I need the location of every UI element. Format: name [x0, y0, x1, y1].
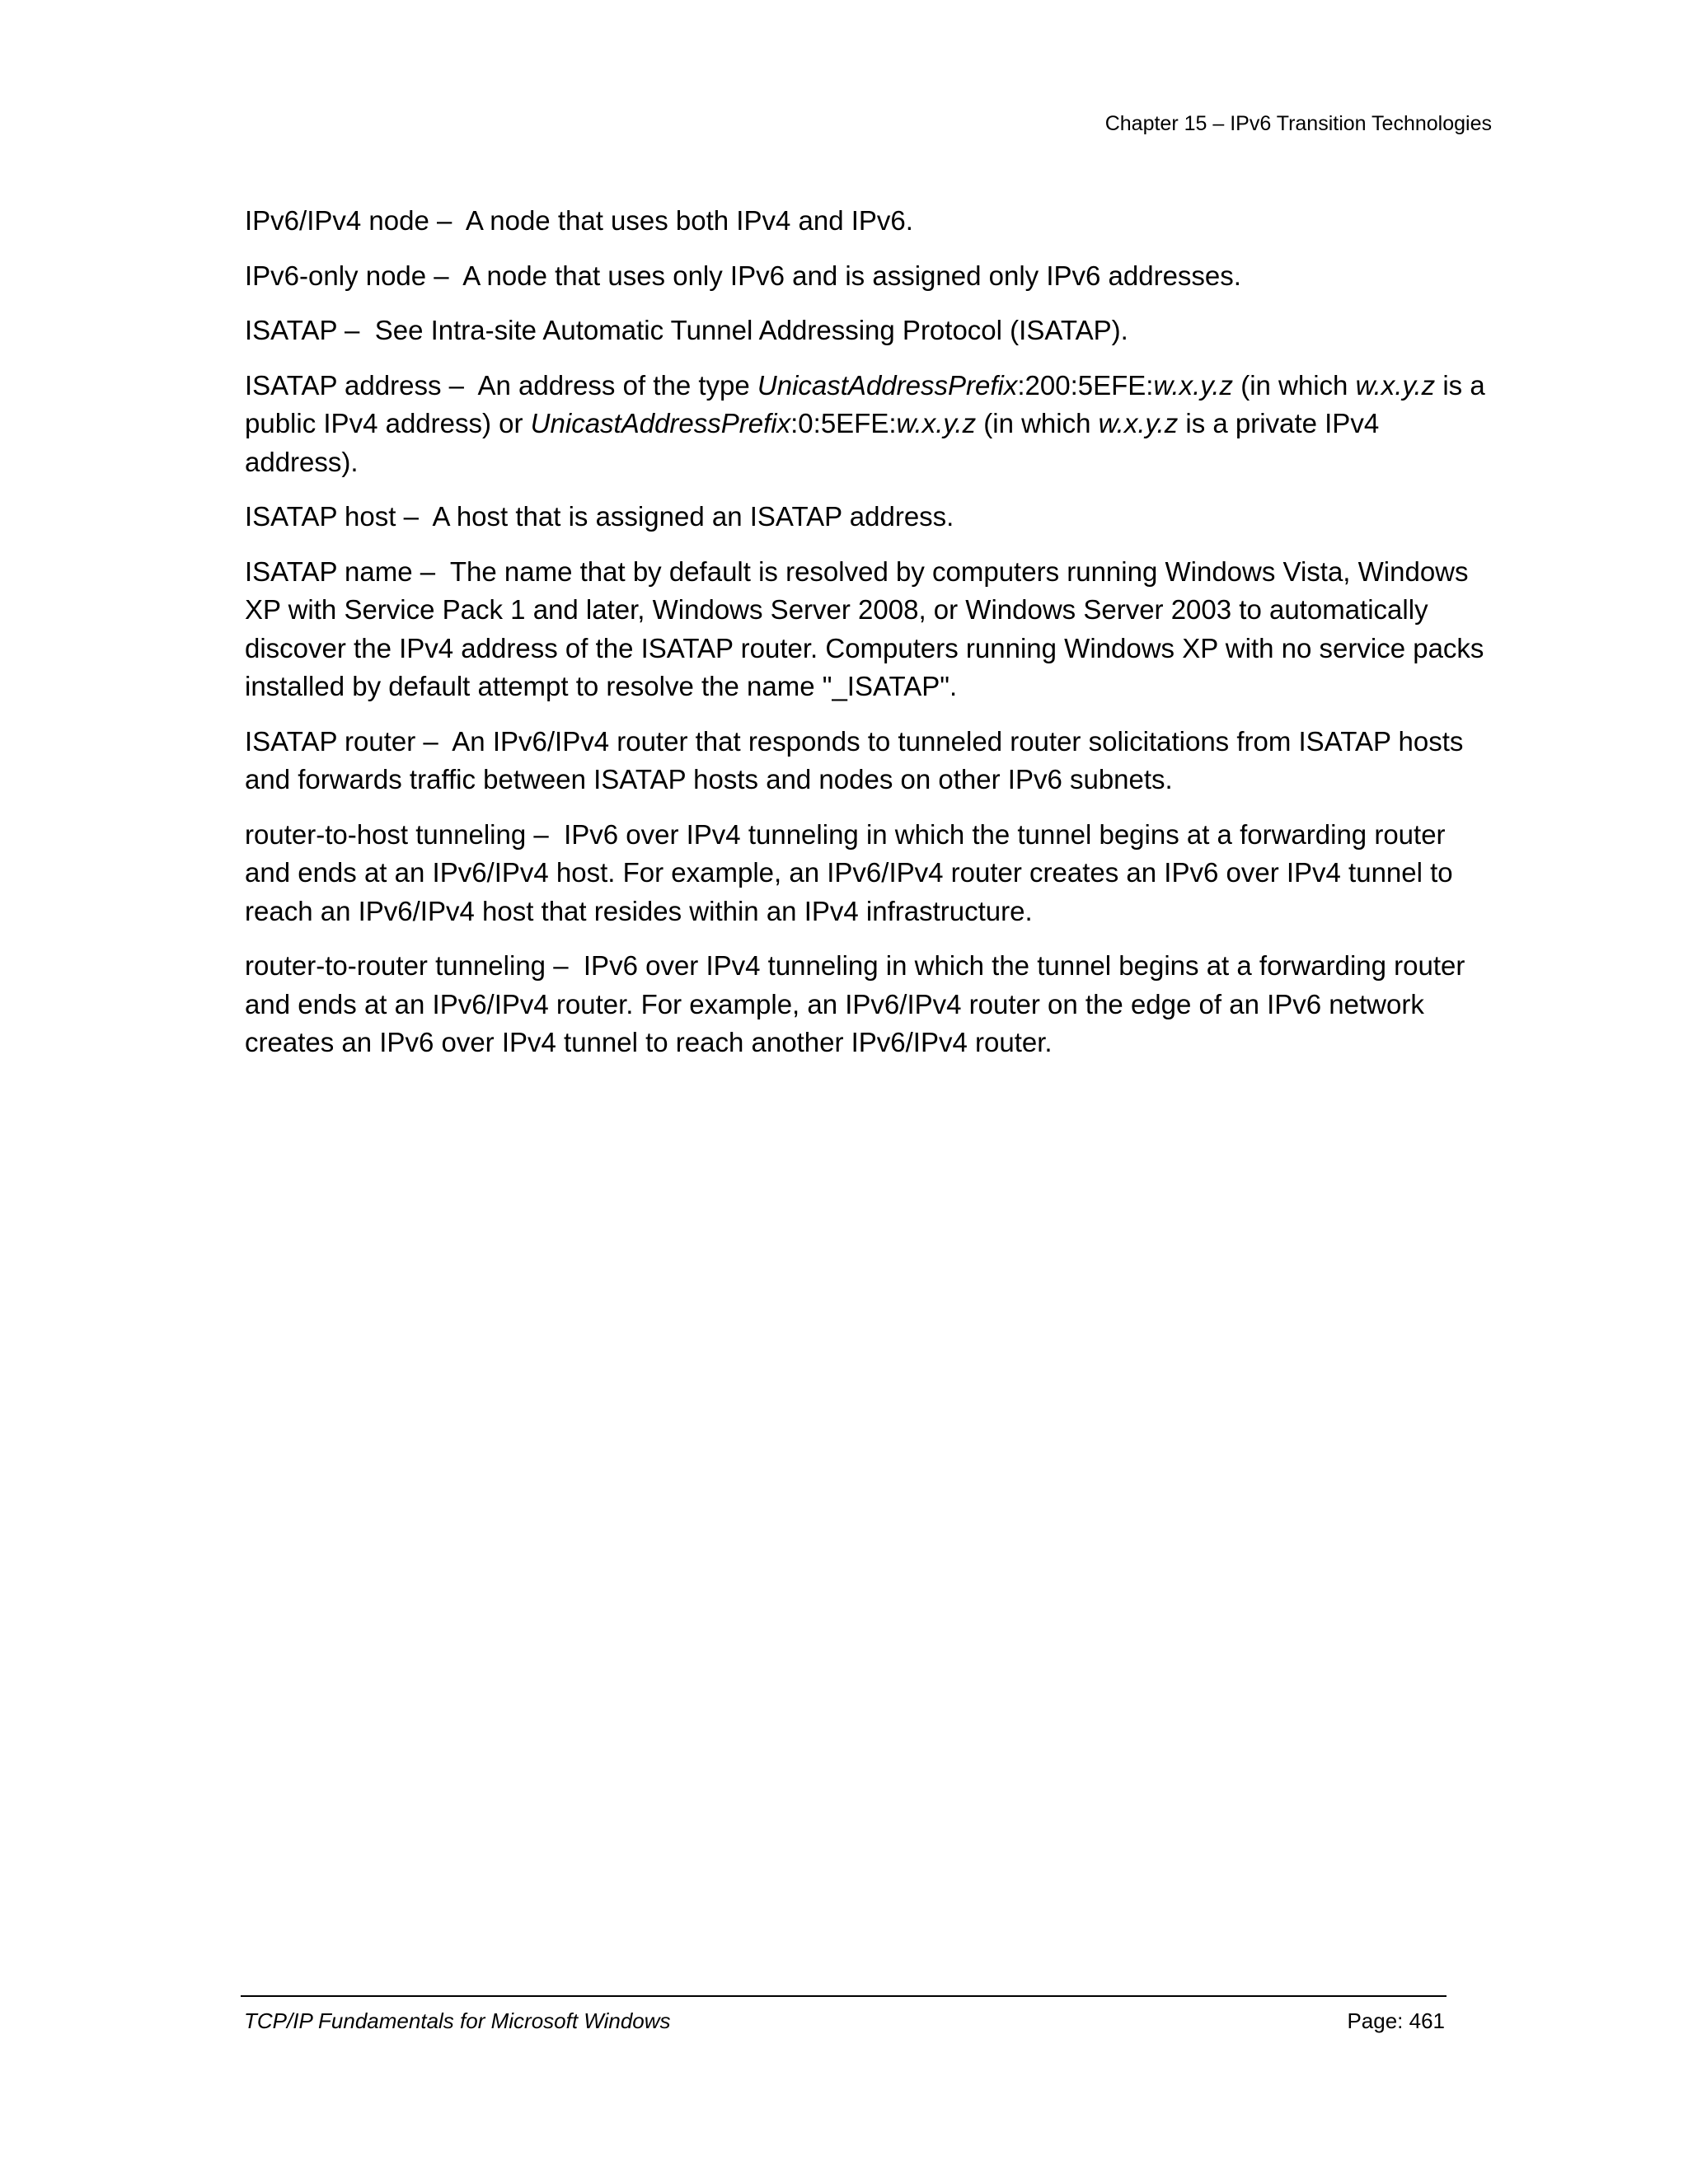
address-italic: w.x.y.z: [1153, 369, 1234, 401]
glossary-term: IPv6-only node: [245, 260, 427, 291]
footer-divider: [241, 1995, 1447, 1997]
definition-text: :200:5EFE:: [1017, 369, 1154, 401]
definition-text: (in which: [976, 408, 1099, 438]
glossary-definition: IPv6 over IPv4 tunneling in which the tunnel begins at a forwarding router and ends at an IPv6/IPv4 router. For example, an IPv6/IPv4 router on the edge of an IPv6 network creates an IPv6 over IPv4 tunnel to reach another IPv6/IPv4 router.: [245, 950, 1465, 1057]
glossary-definition: See Intra-site Automatic Tunnel Addressing Protocol (ISATAP).: [374, 315, 1128, 345]
glossary-entry-isatap-router: [245, 723, 1498, 799]
glossary-entry-ipv6-only-node: [245, 257, 1498, 296]
address-italic: w.x.y.z: [1355, 369, 1436, 401]
definition-text: :0:5EFE:: [790, 408, 897, 438]
term-separator: –: [429, 205, 466, 236]
glossary-definition: A host that is assigned an ISATAP address.: [432, 501, 954, 532]
term-separator: –: [526, 818, 565, 850]
glossary-definition: An IPv6/IPv4 router that responds to tunneled router solicitations from ISATAP hosts and forwards traffic between ISATAP hosts and nodes on other IPv6 subnets.: [245, 725, 1464, 794]
glossary-entry-isatap-address: [245, 367, 1498, 482]
term-separator: –: [415, 725, 452, 757]
glossary-entry-isatap-host: [245, 498, 1498, 537]
address-italic: w.x.y.z: [1098, 408, 1179, 438]
glossary-definition: A node that uses both IPv4 and IPv6.: [465, 205, 913, 236]
prefix-italic: UnicastAddressPrefix: [757, 369, 1018, 401]
term-separator: –: [396, 501, 433, 532]
prefix-italic: UnicastAddressPrefix: [530, 408, 791, 438]
term-separator: –: [336, 315, 375, 345]
term-separator: –: [441, 369, 478, 401]
glossary-entry-router-to-router-tunneling: [245, 947, 1498, 1062]
glossary-entry-router-to-host-tunneling: [245, 816, 1498, 931]
glossary-definition: A node that uses only IPv6 and is assigned only IPv6 addresses.: [462, 260, 1241, 291]
glossary-term: ISATAP router: [245, 725, 416, 757]
term-separator: –: [426, 260, 463, 291]
definition-text: is a public IPv4 address) or: [245, 369, 1493, 438]
definition-text: is a private IPv4 address).: [245, 408, 1387, 477]
glossary-entry-isatap-name: [245, 553, 1498, 706]
glossary-definition: IPv6 over IPv4 tunneling in which the tunnel begins at a forwarding router and ends at an IPv6/IPv4 host. For example, an IPv6/IPv4 router creates an IPv6 over IPv4 tunnel to reach an IPv6/IPv4 host that resides within an IPv4 infrastructure.: [245, 818, 1453, 926]
glossary-content: [245, 202, 1498, 1079]
glossary-term: router-to-router tunneling: [245, 950, 546, 981]
address-italic: w.x.y.z: [896, 408, 977, 438]
glossary-entry-isatap: [245, 312, 1498, 350]
glossary-term: ISATAP host: [245, 501, 396, 532]
term-separator: –: [546, 950, 584, 981]
glossary-term: IPv6/IPv4 node: [245, 205, 429, 236]
footer-book-title: TCP/IP Fundamentals for Microsoft Windows: [244, 2008, 671, 2033]
glossary-term: ISATAP address: [245, 369, 442, 401]
glossary-term: ISATAP name: [245, 555, 413, 587]
glossary-term: router-to-host tunneling: [245, 818, 527, 850]
glossary-entry-ipv6-ipv4-node: [245, 202, 1498, 241]
glossary-term: ISATAP: [245, 315, 337, 345]
glossary-definition: The name that by default is resolved by computers running Windows Vista, Windows XP with Service Pack 1 and later, Windows Server 2008, or Windows Server 2003 to automatically discover the IPv4 address of the ISATAP router. Computers running Windows XP with no service packs installed by default attempt to resolve the name "_ISATAP".: [245, 555, 1484, 701]
footer-page-number: Page: 461: [1347, 2008, 1445, 2033]
running-header: Chapter 15 – IPv6 Transition Technologies: [1104, 112, 1492, 135]
definition-text: (in which: [1233, 369, 1356, 401]
term-separator: –: [412, 555, 450, 587]
definition-text: An address of the type: [477, 369, 757, 401]
